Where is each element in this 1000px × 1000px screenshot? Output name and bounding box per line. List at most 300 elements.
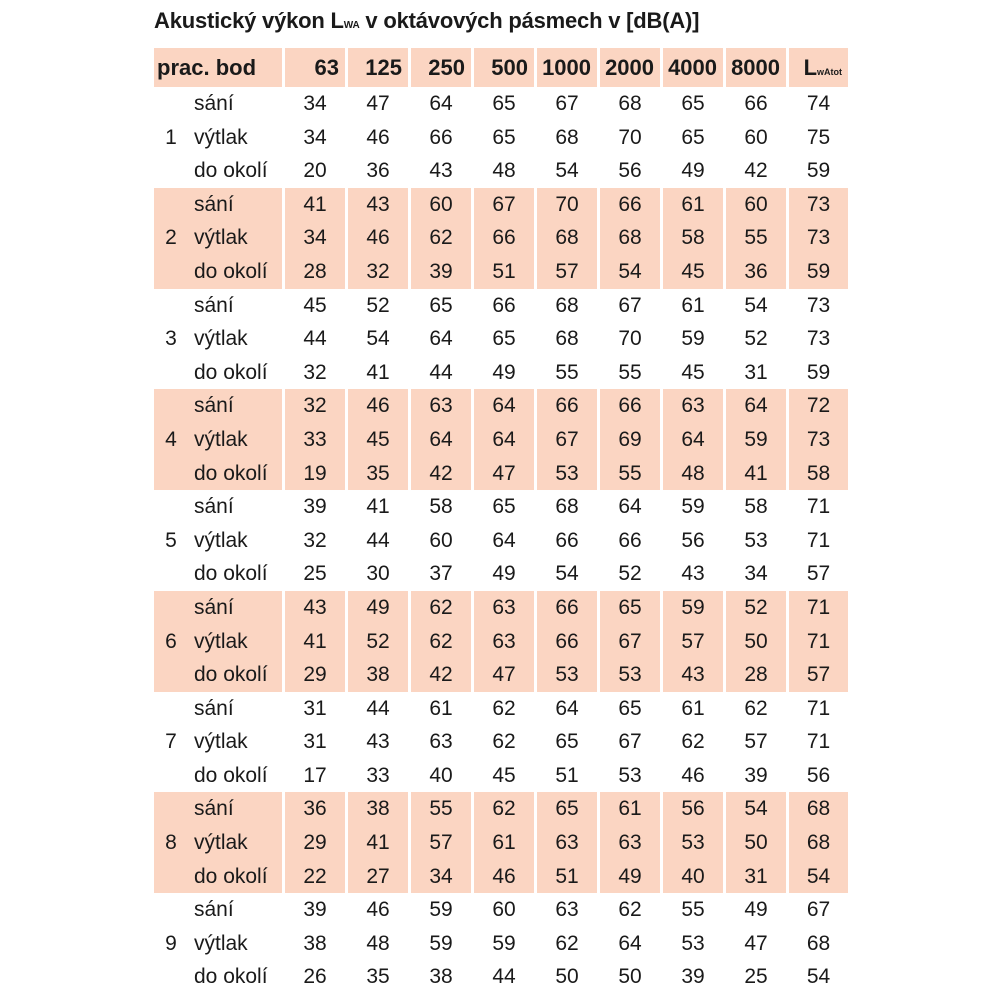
band-value-cell: 65: [618, 696, 642, 720]
band-value-cell: 46: [366, 125, 390, 149]
table-row: [154, 625, 848, 659]
band-value-cell: 65: [492, 92, 516, 115]
band-value-cell: 45: [660, 255, 723, 289]
total-value-cell: 68: [786, 826, 848, 860]
band-value-cell: 32: [303, 360, 327, 384]
total-value-cell: 54: [806, 965, 831, 989]
band-value-cell: 65: [681, 125, 705, 149]
table-row: [154, 154, 848, 188]
band-value-cell: 34: [303, 125, 327, 149]
band-value-cell: 55: [723, 221, 786, 255]
total-value-cell: 57: [806, 562, 831, 586]
total-value-cell: 68: [786, 792, 848, 826]
operating-point-cell: [154, 356, 188, 390]
header-band-1000: 1000: [534, 48, 597, 87]
band-value-cell: 31: [723, 860, 786, 894]
band-value-cell: 39: [408, 255, 471, 289]
band-value-cell: 45: [681, 360, 705, 384]
total-value-cell: 68: [806, 931, 831, 955]
band-value-cell: 66: [534, 625, 597, 659]
total-value-cell: 58: [786, 457, 848, 491]
table-row: [154, 87, 848, 121]
band-value-cell: 62: [471, 792, 534, 826]
measurement-type-cell: do okolí: [194, 159, 268, 183]
band-value-cell: 34: [408, 860, 471, 894]
operating-point-cell: 8: [154, 826, 188, 860]
band-value-cell: 50: [723, 625, 786, 659]
band-value-cell: 42: [408, 457, 471, 491]
measurement-type-cell: do okolí: [194, 763, 268, 787]
band-value-cell: 65: [492, 495, 516, 519]
measurement-type-cell: sání: [194, 696, 234, 720]
band-value-cell: 30: [366, 562, 390, 586]
operating-point-cell: [154, 692, 188, 726]
table-row: [154, 960, 848, 994]
total-value-cell: 73: [806, 327, 831, 351]
band-value-cell: 46: [471, 860, 534, 894]
band-value-cell: 67: [618, 293, 642, 317]
measurement-type-cell: výtlak: [194, 528, 248, 552]
band-value-cell: 61: [471, 826, 534, 860]
band-value-cell: 48: [660, 457, 723, 491]
band-value-cell: 32: [303, 528, 327, 552]
band-value-cell: 60: [744, 125, 768, 149]
band-value-cell: 41: [366, 360, 390, 384]
operating-point-cell: [154, 860, 188, 894]
table-row: [154, 322, 848, 356]
table-row: [154, 221, 848, 255]
band-value-cell: 60: [723, 188, 786, 222]
band-value-cell: 67: [471, 188, 534, 222]
operating-point-cell: [154, 457, 188, 491]
table-body: [154, 87, 848, 994]
operating-point-cell: 1: [165, 125, 177, 149]
band-value-cell: 42: [408, 658, 471, 692]
header-row: [154, 48, 848, 87]
measurement-type-cell: výtlak: [194, 730, 248, 754]
band-value-cell: 53: [681, 931, 705, 955]
operating-point-cell: [154, 188, 188, 222]
measurement-type-cell: sání: [188, 389, 282, 423]
band-value-cell: 62: [492, 730, 516, 754]
band-value-cell: 31: [303, 696, 327, 720]
band-value-cell: 36: [366, 159, 390, 183]
band-value-cell: 39: [681, 965, 705, 989]
table-row: [154, 860, 848, 894]
band-value-cell: 62: [408, 221, 471, 255]
band-value-cell: 26: [303, 965, 327, 989]
band-value-cell: 68: [555, 327, 579, 351]
band-value-cell: 38: [429, 965, 453, 989]
table-row: [154, 658, 848, 692]
band-value-cell: 44: [429, 360, 453, 384]
band-value-cell: 38: [303, 931, 327, 955]
band-value-cell: 53: [534, 658, 597, 692]
band-value-cell: 45: [345, 423, 408, 457]
band-value-cell: 68: [555, 125, 579, 149]
band-value-cell: 33: [366, 763, 390, 787]
band-value-cell: 61: [681, 696, 705, 720]
band-value-cell: 52: [366, 293, 390, 317]
band-value-cell: 67: [597, 625, 660, 659]
band-value-cell: 43: [429, 159, 453, 183]
band-value-cell: 52: [723, 591, 786, 625]
band-value-cell: 62: [744, 696, 768, 720]
measurement-type-cell: výtlak: [194, 125, 248, 149]
operating-point-cell: 9: [165, 931, 177, 955]
operating-point-cell: [154, 759, 188, 793]
band-value-cell: 67: [534, 423, 597, 457]
band-value-cell: 50: [618, 965, 642, 989]
band-value-cell: 41: [345, 826, 408, 860]
band-value-cell: 47: [471, 658, 534, 692]
operating-point-cell: 6: [154, 625, 188, 659]
band-value-cell: 62: [618, 898, 642, 922]
measurement-type-cell: sání: [194, 92, 234, 115]
total-value-cell: 59: [806, 159, 831, 183]
band-value-cell: 56: [660, 792, 723, 826]
total-value-cell: 71: [786, 591, 848, 625]
band-value-cell: 17: [303, 763, 327, 787]
table-row: [154, 725, 848, 759]
band-value-cell: 53: [597, 658, 660, 692]
band-value-cell: 64: [429, 327, 453, 351]
band-value-cell: 46: [366, 898, 390, 922]
band-value-cell: 59: [681, 327, 705, 351]
band-value-cell: 57: [534, 255, 597, 289]
title-subscript: WA: [343, 20, 360, 31]
band-value-cell: 58: [660, 221, 723, 255]
measurement-type-cell: výtlak: [188, 423, 282, 457]
band-value-cell: 59: [660, 591, 723, 625]
header-total: [786, 48, 848, 87]
band-value-cell: 61: [660, 188, 723, 222]
operating-point-cell: [154, 893, 188, 927]
band-value-cell: 53: [744, 528, 768, 552]
measurement-type-cell: sání: [194, 495, 234, 519]
header-band-63: 63: [282, 48, 345, 87]
band-value-cell: 64: [555, 696, 579, 720]
band-value-cell: 38: [345, 792, 408, 826]
band-value-cell: 49: [492, 562, 516, 586]
measurement-type-cell: výtlak: [188, 826, 282, 860]
table-row: [154, 826, 848, 860]
band-value-cell: 51: [555, 763, 579, 787]
band-value-cell: 60: [429, 528, 453, 552]
band-value-cell: 62: [408, 591, 471, 625]
total-value-cell: 59: [806, 360, 831, 384]
band-value-cell: 22: [282, 860, 345, 894]
band-value-cell: 65: [492, 327, 516, 351]
header-band-2000: 2000: [597, 48, 660, 87]
band-value-cell: 49: [492, 360, 516, 384]
band-value-cell: 65: [555, 730, 579, 754]
operating-point-cell: [154, 255, 188, 289]
band-value-cell: 60: [492, 898, 516, 922]
band-value-cell: 68: [534, 221, 597, 255]
band-value-cell: 59: [429, 931, 453, 955]
table-row: [154, 792, 848, 826]
band-value-cell: 36: [723, 255, 786, 289]
total-value-cell: 73: [786, 221, 848, 255]
band-value-cell: 44: [366, 528, 390, 552]
band-value-cell: 55: [681, 898, 705, 922]
band-value-cell: 57: [408, 826, 471, 860]
band-value-cell: 20: [303, 159, 327, 183]
band-value-cell: 65: [534, 792, 597, 826]
band-value-cell: 36: [282, 792, 345, 826]
band-value-cell: 63: [534, 826, 597, 860]
measurement-type-cell: sání: [188, 591, 282, 625]
table-row: [154, 389, 848, 423]
band-value-cell: 70: [618, 125, 642, 149]
band-value-cell: 62: [408, 625, 471, 659]
band-value-cell: 35: [366, 965, 390, 989]
band-value-cell: 66: [744, 92, 768, 115]
band-value-cell: 62: [681, 730, 705, 754]
band-value-cell: 59: [492, 931, 516, 955]
band-value-cell: 62: [492, 696, 516, 720]
table-title: [154, 8, 699, 34]
measurement-type-cell: sání: [188, 188, 282, 222]
band-value-cell: 56: [681, 528, 705, 552]
sound-power-table: [154, 48, 848, 994]
band-value-cell: 49: [597, 860, 660, 894]
band-value-cell: 45: [492, 763, 516, 787]
band-value-cell: 31: [303, 730, 327, 754]
measurement-type-cell: výtlak: [188, 625, 282, 659]
table-row: [154, 927, 848, 961]
band-value-cell: 54: [723, 792, 786, 826]
band-value-cell: 44: [303, 327, 327, 351]
band-value-cell: 35: [345, 457, 408, 491]
measurement-type-cell: do okolí: [188, 658, 282, 692]
band-value-cell: 66: [471, 221, 534, 255]
band-value-cell: 40: [660, 860, 723, 894]
band-value-cell: 64: [660, 423, 723, 457]
table-row: [154, 591, 848, 625]
band-value-cell: 66: [597, 188, 660, 222]
table-row: [154, 490, 848, 524]
table-row: [154, 188, 848, 222]
band-value-cell: 60: [408, 188, 471, 222]
measurement-type-cell: výtlak: [194, 327, 248, 351]
total-value-cell: 54: [786, 860, 848, 894]
band-value-cell: 48: [492, 159, 516, 183]
band-value-cell: 66: [555, 528, 579, 552]
band-value-cell: 48: [366, 931, 390, 955]
header-band-250: 250: [408, 48, 471, 87]
total-value-cell: 71: [806, 696, 831, 720]
table-row: [154, 121, 848, 155]
band-value-cell: 25: [744, 965, 768, 989]
table-row: [154, 289, 848, 323]
band-value-cell: 51: [471, 255, 534, 289]
band-value-cell: 49: [681, 159, 705, 183]
band-value-cell: 64: [618, 931, 642, 955]
band-value-cell: 68: [555, 495, 579, 519]
band-value-cell: 43: [681, 562, 705, 586]
band-value-cell: 39: [303, 495, 327, 519]
band-value-cell: 70: [618, 327, 642, 351]
band-value-cell: 54: [366, 327, 390, 351]
band-value-cell: 63: [471, 625, 534, 659]
band-value-cell: 49: [345, 591, 408, 625]
operating-point-cell: [154, 557, 188, 591]
operating-point-cell: [154, 389, 188, 423]
operating-point-cell: [154, 154, 188, 188]
table-row: [154, 457, 848, 491]
band-value-cell: 58: [429, 495, 453, 519]
header-total-main: L: [803, 54, 818, 80]
band-value-cell: 33: [282, 423, 345, 457]
band-value-cell: 19: [282, 457, 345, 491]
band-value-cell: 25: [303, 562, 327, 586]
band-value-cell: 52: [744, 327, 768, 351]
table-row: [154, 759, 848, 793]
operating-point-cell: [154, 490, 188, 524]
band-value-cell: 50: [555, 965, 579, 989]
band-value-cell: 40: [429, 763, 453, 787]
band-value-cell: 28: [282, 255, 345, 289]
band-value-cell: 52: [618, 562, 642, 586]
band-value-cell: 29: [282, 658, 345, 692]
band-value-cell: 63: [660, 389, 723, 423]
band-value-cell: 61: [429, 696, 453, 720]
band-value-cell: 56: [618, 159, 642, 183]
measurement-type-cell: výtlak: [194, 931, 248, 955]
band-value-cell: 41: [282, 188, 345, 222]
total-value-cell: 73: [786, 188, 848, 222]
total-value-cell: 73: [806, 293, 831, 317]
band-value-cell: 34: [744, 562, 768, 586]
measurement-type-cell: do okolí: [194, 562, 268, 586]
band-value-cell: 52: [345, 625, 408, 659]
band-value-cell: 28: [723, 658, 786, 692]
band-value-cell: 47: [744, 931, 768, 955]
band-value-cell: 54: [597, 255, 660, 289]
band-value-cell: 55: [597, 457, 660, 491]
header-band-125: 125: [345, 48, 408, 87]
band-value-cell: 65: [597, 591, 660, 625]
band-value-cell: 59: [429, 898, 453, 922]
band-value-cell: 66: [534, 591, 597, 625]
total-value-cell: 71: [786, 625, 848, 659]
band-value-cell: 65: [492, 125, 516, 149]
table-row: [154, 524, 848, 558]
band-value-cell: 32: [282, 389, 345, 423]
table-row: [154, 692, 848, 726]
band-value-cell: 62: [555, 931, 579, 955]
band-value-cell: 55: [555, 360, 579, 384]
table-row: [154, 356, 848, 390]
operating-point-cell: 3: [165, 327, 177, 351]
measurement-type-cell: sání: [194, 293, 234, 317]
band-value-cell: 69: [597, 423, 660, 457]
band-value-cell: 64: [429, 92, 453, 115]
band-value-cell: 64: [723, 389, 786, 423]
band-value-cell: 46: [345, 221, 408, 255]
band-value-cell: 68: [618, 92, 642, 115]
band-value-cell: 66: [534, 389, 597, 423]
total-value-cell: 59: [786, 255, 848, 289]
title-rest: v oktávových pásmech v [dB(A)]: [359, 8, 700, 33]
table-row: [154, 423, 848, 457]
band-value-cell: 66: [429, 125, 453, 149]
band-value-cell: 38: [345, 658, 408, 692]
band-value-cell: 64: [408, 423, 471, 457]
measurement-type-cell: sání: [194, 898, 234, 922]
operating-point-cell: [154, 658, 188, 692]
band-value-cell: 67: [555, 92, 579, 115]
band-value-cell: 58: [744, 495, 768, 519]
band-value-cell: 64: [492, 528, 516, 552]
band-value-cell: 57: [660, 625, 723, 659]
band-value-cell: 49: [744, 898, 768, 922]
band-value-cell: 55: [408, 792, 471, 826]
band-value-cell: 64: [471, 423, 534, 457]
band-value-cell: 29: [282, 826, 345, 860]
band-value-cell: 68: [597, 221, 660, 255]
total-value-cell: 71: [806, 528, 831, 552]
band-value-cell: 59: [723, 423, 786, 457]
band-value-cell: 64: [618, 495, 642, 519]
total-value-cell: 72: [786, 389, 848, 423]
band-value-cell: 63: [408, 389, 471, 423]
band-value-cell: 65: [429, 293, 453, 317]
band-value-cell: 43: [345, 188, 408, 222]
band-value-cell: 51: [534, 860, 597, 894]
band-value-cell: 41: [723, 457, 786, 491]
table-row: [154, 557, 848, 591]
operating-point-cell: [154, 960, 188, 994]
band-value-cell: 34: [303, 92, 327, 115]
band-value-cell: 55: [618, 360, 642, 384]
band-value-cell: 66: [492, 293, 516, 317]
band-value-cell: 43: [282, 591, 345, 625]
measurement-type-cell: do okolí: [188, 457, 282, 491]
band-value-cell: 41: [282, 625, 345, 659]
band-value-cell: 46: [681, 763, 705, 787]
operating-point-cell: [154, 87, 188, 121]
band-value-cell: 54: [744, 293, 768, 317]
band-value-cell: 61: [597, 792, 660, 826]
measurement-type-cell: do okolí: [194, 360, 268, 384]
operating-point-cell: 4: [154, 423, 188, 457]
header-total-subscript: wAtot: [817, 66, 843, 77]
table-row: [154, 255, 848, 289]
table-row: [154, 893, 848, 927]
total-value-cell: 67: [806, 898, 831, 922]
header-band-8000: 8000: [723, 48, 786, 87]
band-value-cell: 65: [681, 92, 705, 115]
measurement-type-cell: sání: [188, 792, 282, 826]
band-value-cell: 47: [471, 457, 534, 491]
band-value-cell: 43: [366, 730, 390, 754]
total-value-cell: 74: [806, 92, 831, 115]
measurement-type-cell: výtlak: [188, 221, 282, 255]
measurement-type-cell: do okolí: [188, 255, 282, 289]
total-value-cell: 71: [806, 495, 831, 519]
band-value-cell: 39: [744, 763, 768, 787]
band-value-cell: 50: [723, 826, 786, 860]
total-value-cell: 71: [806, 730, 831, 754]
band-value-cell: 63: [429, 730, 453, 754]
title-main: Akustický výkon L: [154, 8, 344, 33]
band-value-cell: 32: [345, 255, 408, 289]
header-band-4000: 4000: [660, 48, 723, 87]
band-value-cell: 54: [555, 562, 579, 586]
